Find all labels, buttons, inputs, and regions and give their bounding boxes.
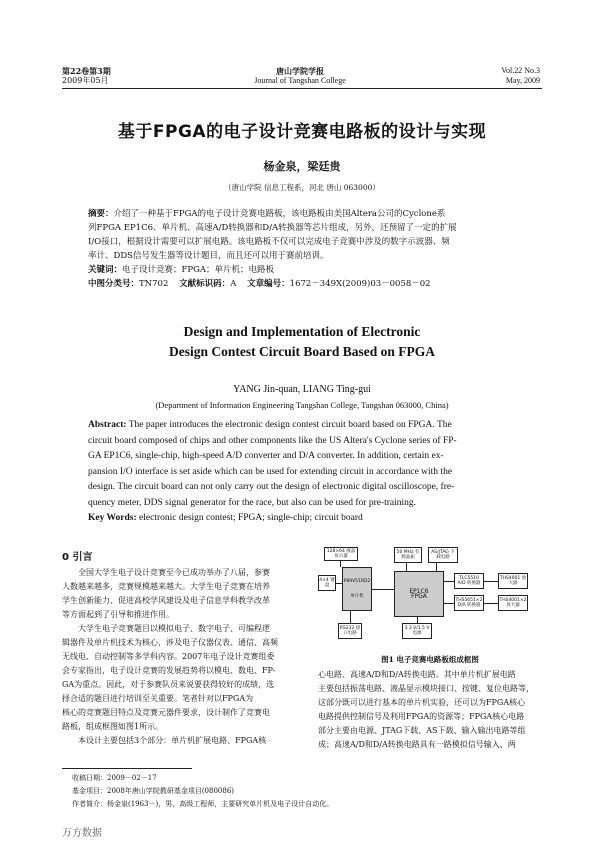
power-block: 3.3 V/1.5 V 电源 [402, 623, 432, 639]
title-en-line: Design and Implementation of Electronic [183, 324, 421, 339]
keyboard-block: 4×4 键盘 [318, 575, 336, 591]
author-bio: 作者简介：杨金泉(1963－)，男，高级工程师，主要研究单片机及电子设计自动化。 [72, 800, 334, 808]
connector [444, 581, 454, 582]
abstract-en-line: GA EP1C6, single-chip, high-speed A/D converter and D/A converter. In addition, certain ex- [88, 451, 444, 461]
paragraph-line: 这部分既可以进行基本的单片机实验，还可以为FPGA核心 [318, 698, 526, 707]
left-column [62, 566, 306, 748]
keywords-cn-text: 电子设计竞赛；FPGA；单片机；电路板 [122, 265, 275, 275]
fpga-label: FPGA [411, 593, 427, 600]
connector [436, 563, 437, 571]
abstract-en-line: circuit board composed of chips and other components like the US Altera's Cyclone series of FP- [88, 435, 457, 446]
figure-caption: 图1 电子竞赛电路板组成框图 [381, 655, 479, 664]
paragraph-line: GA为重点。因此，对于参赛队员来说要获得较好的成绩，选 [62, 680, 275, 689]
paragraph-line: 会专家指出，电子设计竞赛的发展趋势将以模电、数电、FP- [62, 666, 276, 675]
abstract-cn [88, 207, 518, 291]
keywords-en-text: electronic design contest; FPGA; single-chip; circuit board [136, 513, 363, 523]
abstract-cn-line: 列FPGA EP1C6、单片机、高速A/D转换器和D/A转换器等芯片组成，另外，还预留了一定的扩展 [88, 223, 457, 233]
mcu-model: P89V51RD2 [343, 579, 371, 584]
paragraph-line: 成；高速A/D和D/A转换电路具有一路模拟信号输入、两 [318, 740, 516, 749]
clc-label: 中图分类号： [88, 279, 140, 289]
paragraph-line: 全国大学生电子设计竞赛至今已成功举办了八届，参赛 [78, 568, 270, 577]
affiliation-en: (Department of Information Engineering Tangshan College, Tangshan 063000, China) [155, 400, 449, 410]
paragraph-line: 电路提供控制信号及利用FPGA的资源等；FPGA核心电路 [318, 712, 525, 721]
right-column [318, 668, 544, 752]
volume-cn: 第22卷第3期 [62, 66, 111, 76]
paragraph-line: 人数越来越多，竞赛规模越来越大。大学生电子竞赛在培养 [62, 582, 270, 591]
mcu-label: 单片机 [350, 594, 364, 599]
connector [350, 611, 351, 623]
article-id-value: 1672－349X(2009)03－0058－02 [289, 279, 431, 289]
abstract-en-line: design. The circuit board can not only carry out the design of electronic digital oscilloscope, fre- [88, 482, 455, 492]
oscillator-block: 50 MHz 有源晶振 [394, 547, 422, 563]
abstract-cn-line: I/O接口，根据设计需要可以扩展电路。该电路板不仅可以完成电子竞赛中涉及的数字示波器、频 [88, 237, 450, 247]
connector [444, 603, 454, 604]
date-cn: 2009年05月 [62, 76, 109, 85]
abstract-en-label: Abstract: [88, 420, 127, 430]
footnotes [72, 772, 542, 811]
lcd-block: 128×64 液晶显示器 [324, 547, 358, 561]
paragraph-line: 心电路、高速A/D和D/A转换电路。其中单片机扩展电路 [318, 670, 516, 679]
fund-project: 基金项目：2008年唐山学院教研基金项目(080086) [72, 787, 234, 795]
abstract-cn-line: 介绍了一种基于FPGA的电子设计竞赛电路板，该电路板由美国Altera公司的Cyclone系 [113, 209, 446, 219]
keywords-cn-label: 关键词： [88, 265, 123, 275]
volume-en: Vol.22 No.3 [501, 66, 540, 75]
article-id-label: 文章编号： [247, 279, 290, 289]
jtag-block: AS/JTAG 下载电路 [428, 547, 458, 563]
connector [484, 603, 498, 604]
title-cn: 基于FPGA的电子设计竞赛电路板的设计与实现 [117, 122, 487, 142]
paragraph-line: 辑器件及单片机技术为核心，涉及电子仪器仪表、通信、高频 [62, 638, 278, 647]
connector [372, 589, 394, 590]
fpga-model: EP1C6 [409, 588, 429, 595]
header-right [501, 66, 540, 86]
paragraph-line: 无线电、自动控制等多学科内容。2007年电子设计竞赛组委 [62, 652, 275, 661]
journal-en: Journal of Tangshan College [254, 76, 346, 85]
doc-code-label: 文献标识码： [179, 279, 231, 289]
paragraph-line: 大学生电子竞赛题目以模拟电子、数字电子、可编程逻 [78, 624, 270, 633]
fpga-block [394, 571, 444, 617]
paragraph-line: 部分主要由电源、JTAG下载、AS下载、输入输出电路等组 [318, 726, 526, 735]
abstract-en-line: The paper introduces the electronic design contest circuit board based on FPGA. The [126, 420, 452, 430]
affiliation-cn: （唐山学院 信息工程系，河北 唐山 063000） [224, 183, 380, 192]
adc-block: TLC5510 A/D 转换器 [454, 573, 484, 589]
paragraph-line: 核心的竞赛题目特点及竞赛元器件要求，设计制作了竞赛电 [62, 708, 270, 717]
abstract-en [88, 418, 520, 527]
connector [406, 563, 407, 571]
amp2-block: THS4001×2 放大器 [498, 595, 528, 611]
figure-block-diagram [318, 547, 542, 647]
paragraph-line: 学生创新能力、促进高校学风建设及电子信息学科教学改革 [62, 596, 270, 605]
authors-cn: 杨金泉，梁廷贵 [263, 160, 341, 173]
title-en [62, 322, 542, 362]
connector [484, 581, 498, 582]
abstract-en-line: quency meter, DDS signal generator for the race, but also can be used for pre-training. [88, 497, 417, 508]
amp1-block: THS4001 放大器 [498, 573, 528, 589]
abstract-cn-label: 摘要： [88, 209, 114, 219]
paragraph-line: 本设计主要包括3个部分：单片机扩展电路、FPGA核 [78, 736, 267, 745]
paragraph-line: 择合适的题目进行培训至关重要。笔者针对以FPGA为 [62, 694, 254, 703]
header-center [200, 66, 400, 86]
header-rule [62, 88, 542, 89]
date-en: May, 2009 [505, 76, 540, 85]
footnote-rule [62, 768, 192, 769]
header-left [62, 66, 111, 86]
section-heading: 0 引言 [62, 552, 93, 563]
authors-en: YANG Jin-quan, LIANG Ting-gui [233, 384, 371, 395]
abstract-en-line: pansion I/O interface is set aside which can be used for extending circuit in accordance with the [88, 466, 453, 477]
connector [417, 617, 418, 623]
connector [340, 561, 341, 567]
title-en-line: Design Contest Circuit Board Based on FPGA [168, 344, 435, 359]
clc-value: TN702 [139, 279, 169, 289]
watermark: 万方数据 [62, 828, 102, 839]
doc-code-value: A [230, 279, 237, 289]
journal-cn: 唐山学院学报 [276, 66, 324, 76]
connector [336, 583, 342, 584]
paragraph-line: 等方面起到了引导和推进作用。 [62, 610, 174, 619]
mcu-block [342, 567, 372, 611]
keywords-en-label: Key Words: [88, 513, 137, 523]
abstract-cn-line: 率计、DDS信号发生器等设计题目，而且还可以用于赛前培训。 [88, 251, 329, 261]
paragraph-line: 主要包括振荡电路、液晶显示模块接口、按键、复位电路等， [318, 684, 534, 693]
rs232-block: RS232 接口电路 [338, 623, 362, 639]
received-date: 收稿日期：2009－02－17 [72, 774, 157, 782]
dac-block: THS5651×2 D/A 转换器 [454, 595, 484, 611]
paragraph-line: 路板，组成框图如图1所示。 [62, 722, 164, 731]
